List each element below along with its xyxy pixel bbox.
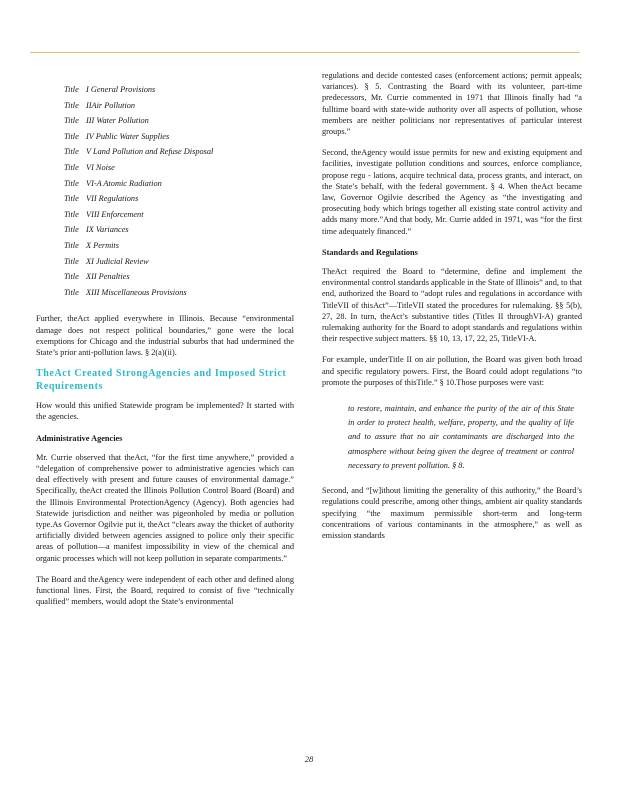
title-item: Title XIII Miscellaneous Provisions (64, 287, 187, 297)
title-item: Title VI Noise (64, 162, 115, 172)
title-item: Title I General Provisions (64, 85, 156, 94)
top-rule (30, 52, 580, 53)
title-item: Title XII Penalties (64, 272, 130, 282)
section-heading: TheAct Created StrongAgencies and Imposed Strict Requirements (36, 368, 287, 392)
paragraph: For example, underTitle II on air pollution, the Board was given both broad and specific regulatory powers. First, the Board could adopt regulations “to promote the purposes of thisTitle.” § 10.Those purposes were vast: (322, 355, 582, 387)
paragraph: TheAct required the Board to “determine, define and implement the environmental control standards applicable in the State of Illinois” and, to that end, authorized the Board to “adopt rules and regulations in accordance with TitleVII of thisAct”—TitleVII stated the procedures for rulemaking. §§ 5(b), 27, 28. In turn, theAct’s substantive titles (Titles II throughVI-A) granted rulemaking authority for the Board to adopt standards and regulations within their respective subject matters. §§ 10, 13, 17, 22, 25, TitleVI-A. (322, 267, 582, 344)
page-number: 28 (304, 754, 314, 764)
paragraph: Mr. Currie observed that theAct, “for the first time anywhere,” provided a “delegation of comprehensive power to administrative agencies which can deal effectively with present and future causes of environmental damage.” Specifically, theAct created the Illinois Pollution Control Board (Board) and the Illinois Environmental ProtectionAgency (Agency). Both agencies had Statewide jurisdiction and neither was pigeonholed by media or pollution type.As Governor Ogilvie put it, theAct “clears away the thicket of authority artificially divided between agencies assigned to police only their specific areas of pollution—a manifest impossibility in view of the chemical and organic processes which will not keep pollution in separate compartments.” (36, 452, 294, 563)
right-column (322, 70, 582, 551)
title-item: Title XI Judicial Review (64, 256, 149, 266)
paragraph: Second, theAgency would issue permits for new and existing equipment and facilities, investigate pollution conditions and sources, enforce compliance, propose regu - lations, acquire technical data, process grants, and interact, on the State’s behalf, with the federal government. § 4. When theAct became law, Governor Ogilvie described the Agency as “the investigating and prosecuting body which brings together all existing state control activity and adds many more.”And that body, Mr. Currie added in 1971, was “for the first time adequately financed.” (322, 148, 582, 236)
paragraph: Further, theAct applied everywhere in Illinois. Because “environmental damage does not respect political boundaries,” gone were the local exemptions for Chicago and the industrial suburbs that had undermined the State’s prior anti-pollution laws. § 2(a)(ii). (36, 314, 294, 357)
titles-list (64, 82, 294, 300)
title-item: Title VII Regulations (64, 194, 139, 204)
subsection-heading: Administrative Agencies (36, 433, 123, 443)
paragraph: The Board and theAgency were independent of each other and defined along functional lines. First, the Board, required to consist of five “technically qualified” members, would adopt the State’s environmental (36, 574, 294, 607)
paragraph: How would this unified Statewide program be implemented? It started with the agencies. (36, 401, 294, 422)
title-item: Title III Water Pollution (64, 116, 149, 126)
title-item: Title VI-A Atomic Radiation (64, 178, 162, 188)
left-column (36, 82, 294, 617)
title-item: Title X Permits (64, 240, 119, 250)
paragraph: Second, and “[w]ithout limiting the generality of this authority,” the Board’s regulations could prescribe, among other things, ambient air quality standards specifying “the maximum permissible short-term and long-term concentrations of various contaminants in the atmosphere,” as well as emission standards (322, 486, 582, 540)
title-item: Title VIII Enforcement (64, 209, 144, 219)
paragraph: regulations and decide contested cases (enforcement actions; permit appeals; variances). § 5. Contrasting the Board with its volunteer, part-time predecessors, Mr. Currie commented in 1971 that Illinois finally had “a fulltime board with state-wide authority over all aspects of pollution, whose members are neither politicians nor representatives of particular interest groups.” (322, 71, 582, 137)
title-item: Title V Land Pollution and Refuse Disposal (64, 147, 214, 157)
block-quote: to restore, maintain, and enhance the purity of the air of this State in order to protect health, welfare, property, and the quality of life and to assure that no air contaminants are discharged into the atmosphere without being given the degree of treatment or control necessary to prevent pollution. § 8. (348, 404, 574, 470)
subsection-heading: Standards and Regulations (322, 247, 418, 257)
title-item: Title IX Variances (64, 225, 129, 235)
title-item: Title IV Public Water Supplies (64, 131, 170, 141)
title-item: Title IIAir Pollution (64, 100, 136, 110)
